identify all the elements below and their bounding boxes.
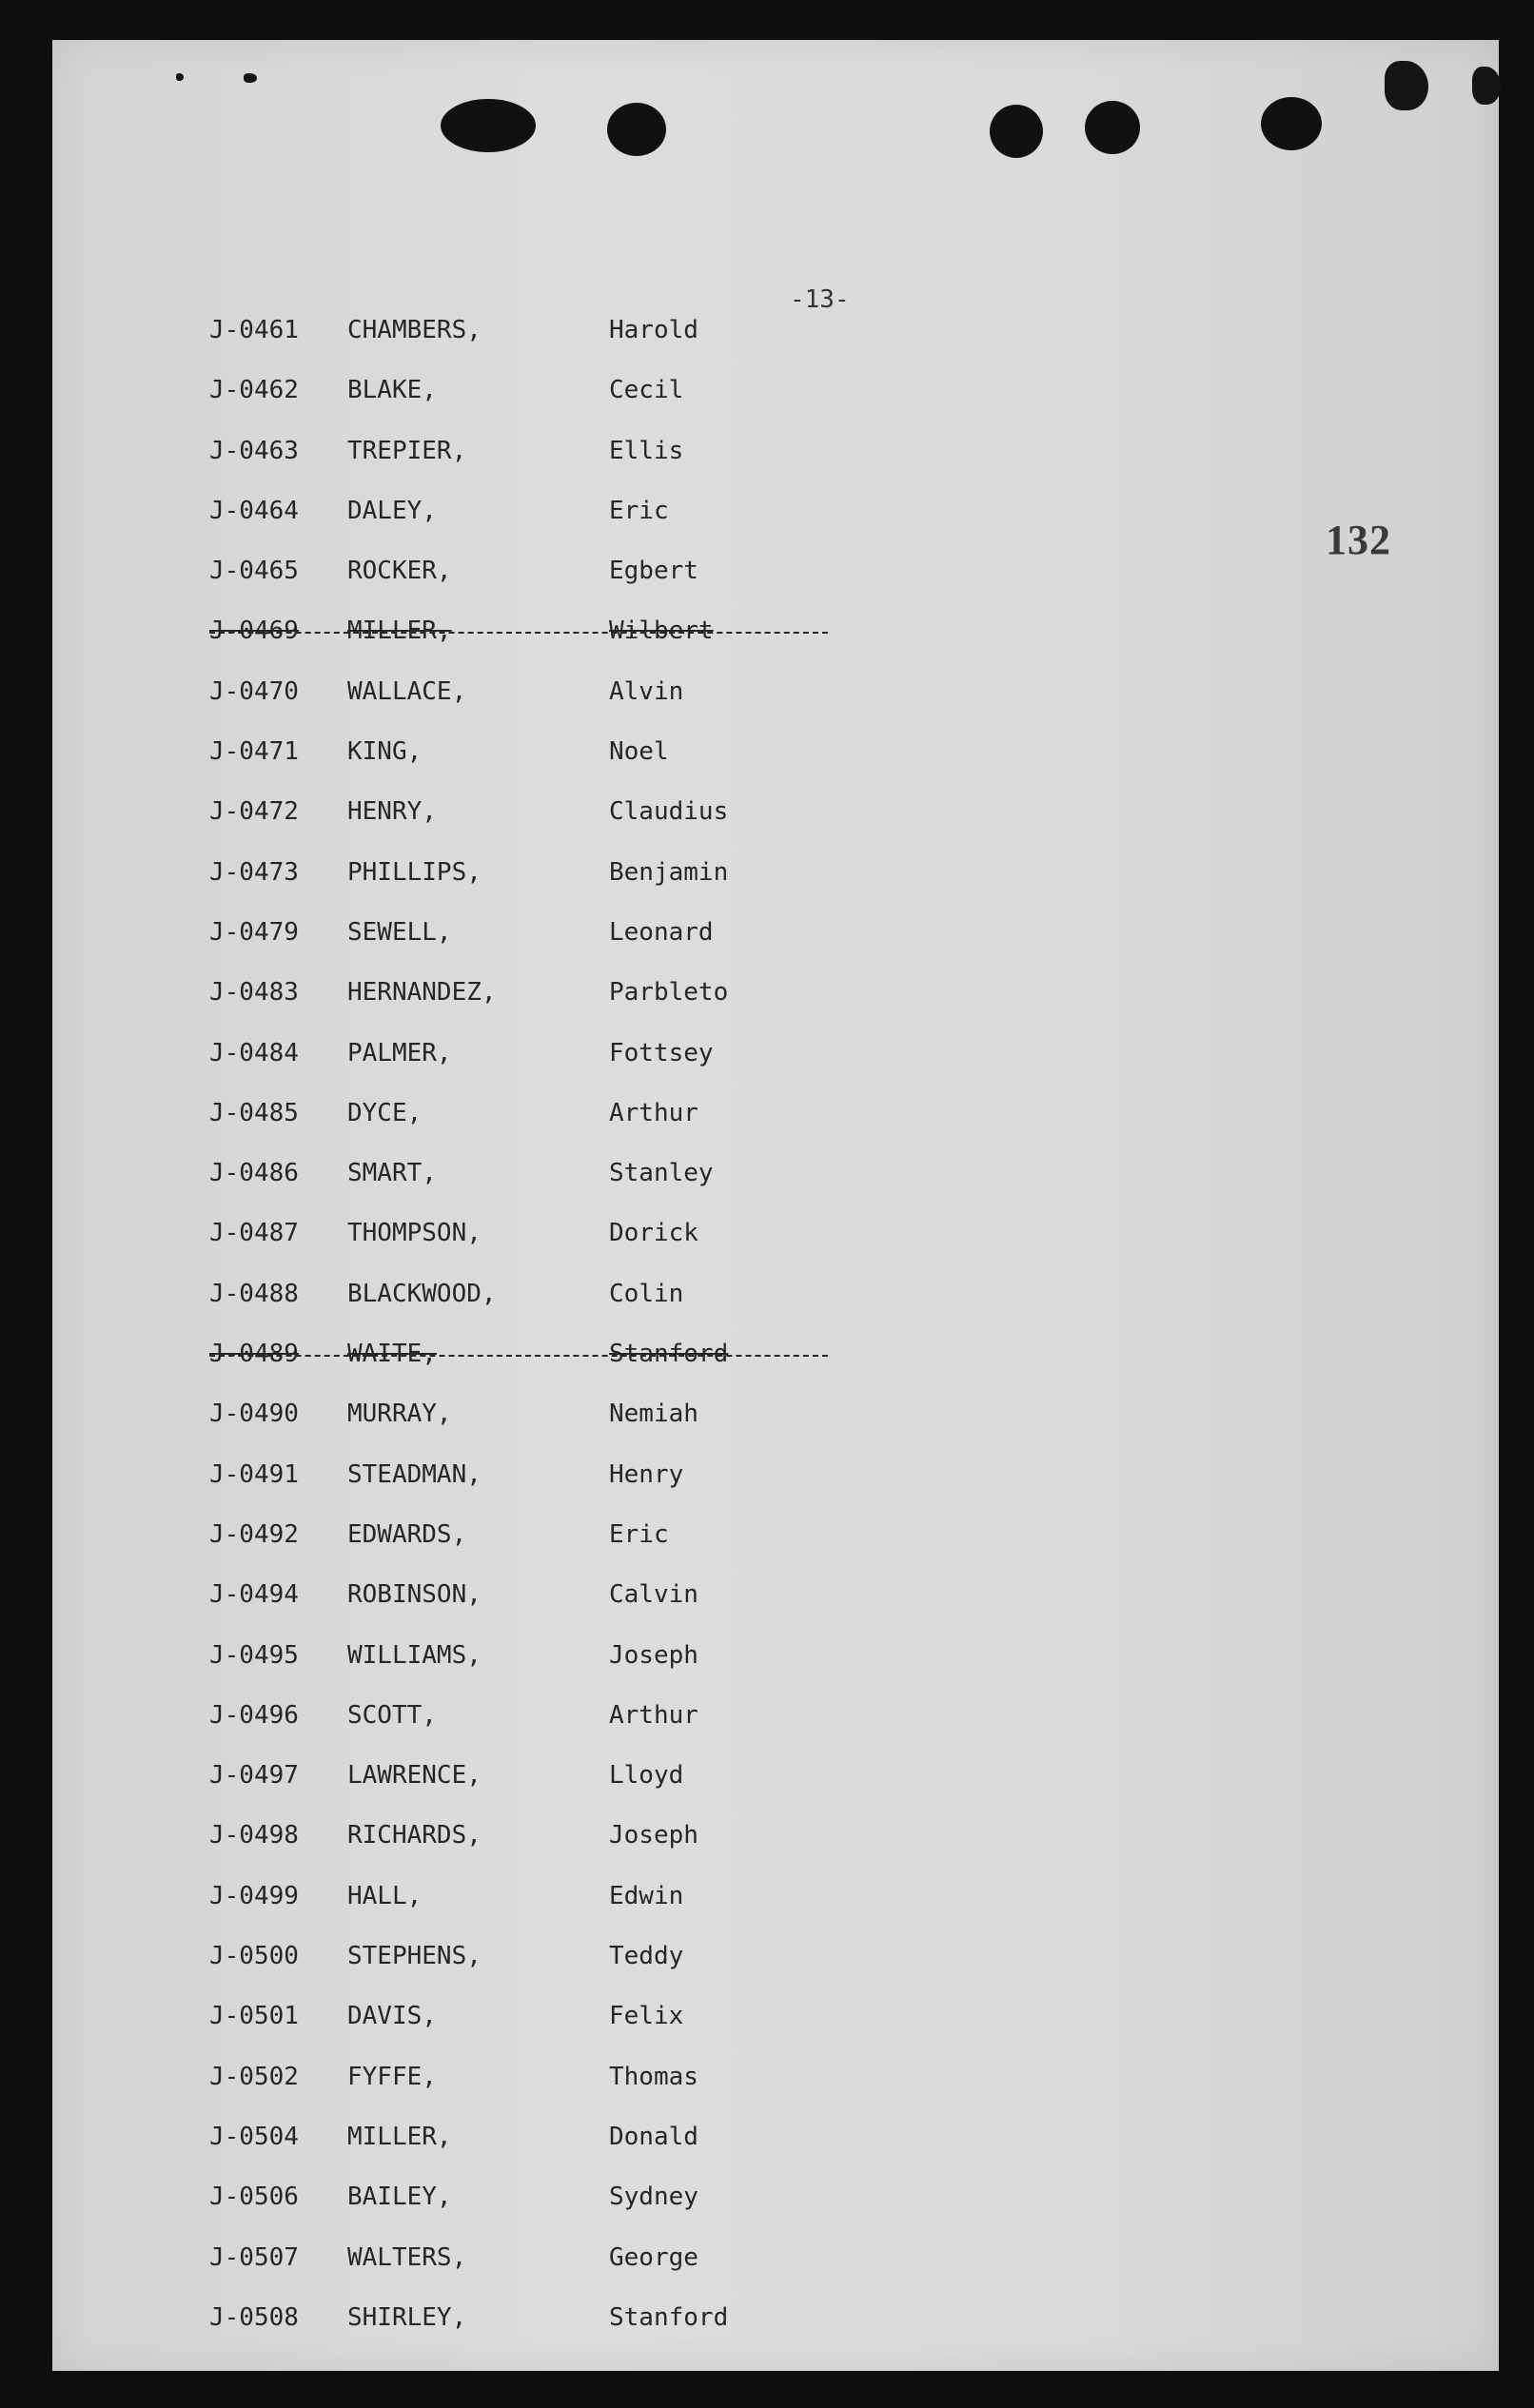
entry-id: J-0501: [209, 2002, 299, 2031]
entry-surname: RICHARDS,: [347, 1821, 482, 1850]
list-item: [209, 978, 856, 1038]
stamp-number: 132: [1326, 517, 1391, 563]
entry-id: J-0506: [209, 2183, 299, 2212]
entry-surname: SHIRLEY,: [347, 2302, 467, 2332]
list-item: [209, 437, 856, 497]
entry-surname: LAWRENCE,: [347, 1761, 482, 1791]
entry-given: Ellis: [609, 436, 684, 465]
entry-id: J-0495: [209, 1640, 299, 1670]
entry-given: Alvin: [609, 676, 684, 706]
entry-given: Parbleto: [609, 978, 729, 1008]
list-item: [209, 376, 856, 436]
entry-given: Stanley: [609, 1159, 714, 1188]
list-item: [209, 1942, 856, 2002]
list-item: [209, 1039, 856, 1099]
entry-given: Claudius: [609, 797, 729, 827]
list-item: [209, 1701, 856, 1761]
punch-hole: [1085, 101, 1140, 154]
entry-id: J-0479: [209, 917, 299, 947]
entry-id: J-0469: [209, 617, 299, 646]
entry-surname: HALL,: [347, 1881, 423, 1910]
list-item: [209, 2063, 856, 2123]
list-item: [209, 1280, 856, 1340]
entry-id: J-0498: [209, 1821, 299, 1850]
entry-given: George: [609, 2242, 698, 2272]
list-item: [209, 2303, 856, 2363]
entry-given: Harold: [609, 316, 698, 344]
list-item: [209, 677, 856, 737]
list-item: [209, 1520, 856, 1580]
entry-surname: WALTERS,: [347, 2242, 467, 2272]
entry-surname: DALEY,: [347, 496, 437, 525]
entry-id: J-0463: [209, 436, 299, 465]
entry-id: J-0502: [209, 2062, 299, 2091]
entry-id: J-0473: [209, 857, 299, 887]
entry-given: Wilbert: [609, 617, 714, 646]
entry-given: Edwin: [609, 1881, 684, 1910]
list-item: [209, 1400, 856, 1459]
entry-id: J-0465: [209, 557, 299, 586]
entry-surname: SMART,: [347, 1159, 437, 1188]
entry-given: Eric: [609, 496, 669, 525]
entry-id: J-0464: [209, 496, 299, 525]
list-item: [209, 1641, 856, 1701]
entry-surname: STEADMAN,: [347, 1459, 482, 1489]
list-item: [209, 617, 856, 676]
entry-surname: KING,: [347, 737, 423, 767]
entry-id: J-0490: [209, 1400, 299, 1429]
list-item: [209, 2183, 856, 2242]
entry-id: J-0497: [209, 1761, 299, 1791]
entry-surname: FYFFE,: [347, 2062, 437, 2091]
entry-given: Fottsey: [609, 1038, 714, 1067]
list-item: [209, 1761, 856, 1821]
entry-id: J-0499: [209, 1881, 299, 1910]
list-item: [209, 1340, 856, 1400]
entry-id: J-0461: [209, 316, 299, 344]
entry-surname: STEPHENS,: [347, 1942, 482, 1971]
entry-surname: MURRAY,: [347, 1400, 452, 1429]
entry-given: Henry: [609, 1459, 684, 1489]
entry-given: Egbert: [609, 557, 698, 586]
list-item: [209, 737, 856, 797]
entry-surname: MILLER,: [347, 2122, 452, 2151]
list-item: [209, 1219, 856, 1279]
entry-given: Leonard: [609, 917, 714, 947]
entry-id: J-0485: [209, 1098, 299, 1127]
list-item: [209, 1099, 856, 1159]
entry-given: Benjamin: [609, 857, 729, 887]
entry-surname: EDWARDS,: [347, 1519, 467, 1549]
entry-id: J-0508: [209, 2302, 299, 2332]
entry-surname: WAITE,: [347, 1340, 437, 1369]
list-item: [209, 797, 856, 857]
entry-id: J-0494: [209, 1580, 299, 1610]
entry-surname: HENRY,: [347, 797, 437, 827]
entry-given: Teddy: [609, 1942, 684, 1971]
entry-given: Joseph: [609, 1640, 698, 1670]
entry-id: J-0470: [209, 676, 299, 706]
entry-given: Cecil: [609, 376, 684, 405]
list-item: [209, 2123, 856, 2183]
entry-surname: BLAKE,: [347, 376, 437, 405]
document-page: [52, 40, 1499, 2371]
list-item: [209, 858, 856, 918]
entry-id: J-0484: [209, 1038, 299, 1067]
entry-id: J-0472: [209, 797, 299, 827]
entry-surname: DAVIS,: [347, 2002, 437, 2031]
entry-given: Donald: [609, 2122, 698, 2151]
entry-given: Dorick: [609, 1219, 698, 1248]
entry-surname: PHILLIPS,: [347, 857, 482, 887]
list-item: [209, 557, 856, 617]
entry-id: J-0491: [209, 1459, 299, 1489]
punch-hole: [990, 105, 1043, 158]
entry-given: Eric: [609, 1519, 669, 1549]
entry-given: Arthur: [609, 1700, 698, 1730]
entry-surname: MILLER,: [347, 617, 452, 646]
entry-given: Stanford: [609, 2302, 729, 2332]
entry-given: Arthur: [609, 1098, 698, 1127]
entry-id: J-0471: [209, 737, 299, 767]
entry-id: J-0504: [209, 2122, 299, 2151]
entry-id: J-0488: [209, 1279, 299, 1308]
entry-id: J-0496: [209, 1700, 299, 1730]
entries-list: [209, 316, 856, 2363]
list-item: [209, 1159, 856, 1219]
entry-surname: HERNANDEZ,: [347, 978, 497, 1008]
entry-given: Thomas: [609, 2062, 698, 2091]
entry-surname: THOMPSON,: [347, 1219, 482, 1248]
entry-surname: SCOTT,: [347, 1700, 437, 1730]
entry-id: J-0500: [209, 1942, 299, 1971]
list-item: [209, 1821, 856, 1881]
entry-id: J-0487: [209, 1219, 299, 1248]
entry-surname: BLACKWOOD,: [347, 1279, 497, 1308]
punch-hole: [1261, 97, 1322, 150]
entry-surname: ROBINSON,: [347, 1580, 482, 1610]
entry-surname: BAILEY,: [347, 2183, 452, 2212]
entry-id: J-0489: [209, 1340, 299, 1369]
entry-surname: SEWELL,: [347, 917, 452, 947]
corner-blot: [176, 73, 184, 81]
entry-given: Joseph: [609, 1821, 698, 1850]
list-item: [209, 1580, 856, 1640]
entry-surname: ROCKER,: [347, 557, 452, 586]
entry-id: J-0486: [209, 1159, 299, 1188]
entry-id: J-0462: [209, 376, 299, 405]
entry-given: Noel: [609, 737, 669, 767]
list-item: [209, 2002, 856, 2062]
entry-given: Sydney: [609, 2183, 698, 2212]
list-item: [209, 1460, 856, 1520]
list-item: [209, 316, 856, 376]
entry-given: Stanford: [609, 1340, 729, 1369]
list-item: [209, 497, 856, 557]
corner-blot: [244, 73, 257, 83]
entry-id: J-0483: [209, 978, 299, 1008]
corner-blot: [1385, 61, 1428, 110]
punch-hole: [441, 99, 536, 152]
entry-given: Nemiah: [609, 1400, 698, 1429]
entry-given: Colin: [609, 1279, 684, 1308]
entry-surname: TREPIER,: [347, 436, 467, 465]
entry-surname: DYCE,: [347, 1098, 423, 1127]
entry-surname: WILLIAMS,: [347, 1640, 482, 1670]
punch-hole: [607, 103, 666, 156]
corner-blot: [1472, 67, 1501, 105]
entry-given: Calvin: [609, 1580, 698, 1610]
entry-surname: PALMER,: [347, 1038, 452, 1067]
entry-given: Lloyd: [609, 1761, 684, 1791]
list-item: [209, 1882, 856, 1942]
entry-given: Felix: [609, 2002, 684, 2031]
entry-id: J-0492: [209, 1519, 299, 1549]
entry-surname: WALLACE,: [347, 676, 467, 706]
list-item: [209, 918, 856, 978]
page-number: -13-: [790, 285, 850, 314]
entry-surname: CHAMBERS,: [347, 316, 482, 344]
list-item: [209, 2243, 856, 2303]
entry-id: J-0507: [209, 2242, 299, 2272]
